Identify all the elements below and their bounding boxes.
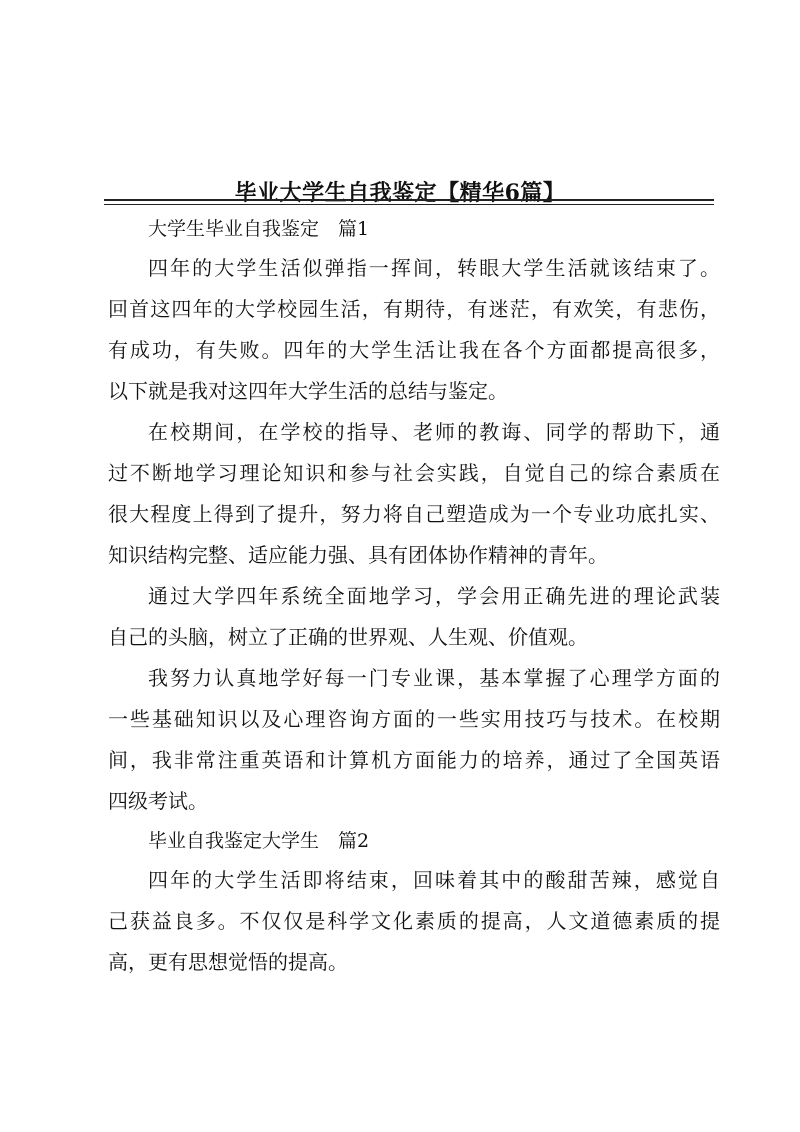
title-divider-thick bbox=[104, 199, 714, 201]
text-line: 回首这四年的大学校园生活，有期待，有迷茫，有欢笑，有悲伤， bbox=[108, 297, 720, 321]
text-line: 四年的大学生活即将结束，回味着其中的酸甜苦辣，感觉自 bbox=[148, 868, 720, 892]
text-line: 四年的大学生活似弹指一挥间，转眼大学生活就该结束了。 bbox=[148, 256, 720, 280]
text-line: 一些基础知识以及心理咨询方面的一些实用技巧与技术。在校期 bbox=[108, 707, 720, 731]
paragraph bbox=[108, 860, 720, 983]
section-heading: 毕业自我鉴定大学生 篇2 bbox=[148, 830, 370, 852]
text-line: 知识结构完整、适应能力强、具有团体协作精神的青年。 bbox=[108, 543, 608, 567]
text-line: 在校期间，在学校的指导、老师的教诲、同学的帮助下，通 bbox=[148, 420, 720, 444]
paragraph bbox=[108, 658, 720, 822]
paragraph bbox=[108, 576, 720, 658]
paragraph bbox=[108, 412, 720, 576]
document-title: 毕业大学生自我鉴定【精华6篇】 bbox=[234, 179, 566, 206]
title-divider-thin bbox=[104, 204, 714, 205]
document-body bbox=[108, 210, 720, 983]
text-line: 我努力认真地学好每一门专业课，基本掌握了心理学方面的 bbox=[148, 666, 720, 690]
text-line: 间，我非常注重英语和计算机方面能力的培养，通过了全国英语 bbox=[108, 748, 720, 772]
text-line: 四级考试。 bbox=[108, 789, 208, 813]
text-line: 过不断地学习理论知识和参与社会实践，自觉自己的综合素质在 bbox=[108, 461, 720, 485]
text-line: 通过大学四年系统全面地学习，学会用正确先进的理论武装 bbox=[148, 584, 720, 608]
text-line: 自己的头脑，树立了正确的世界观、人生观、价值观。 bbox=[108, 625, 588, 649]
text-line: 以下就是我对这四年大学生活的总结与鉴定。 bbox=[108, 379, 508, 403]
text-line: 高，更有思想觉悟的提高。 bbox=[108, 950, 348, 974]
text-line: 有成功，有失败。四年的大学生活让我在各个方面都提高很多， bbox=[108, 338, 720, 362]
text-line: 很大程度上得到了提升，努力将自己塑造成为一个专业功底扎实、 bbox=[108, 502, 720, 526]
text-line: 己获益良多。不仅仅是科学文化素质的提高，人文道德素质的提 bbox=[108, 909, 720, 933]
paragraph bbox=[108, 248, 720, 412]
section-heading: 大学生毕业自我鉴定 篇1 bbox=[148, 218, 370, 240]
